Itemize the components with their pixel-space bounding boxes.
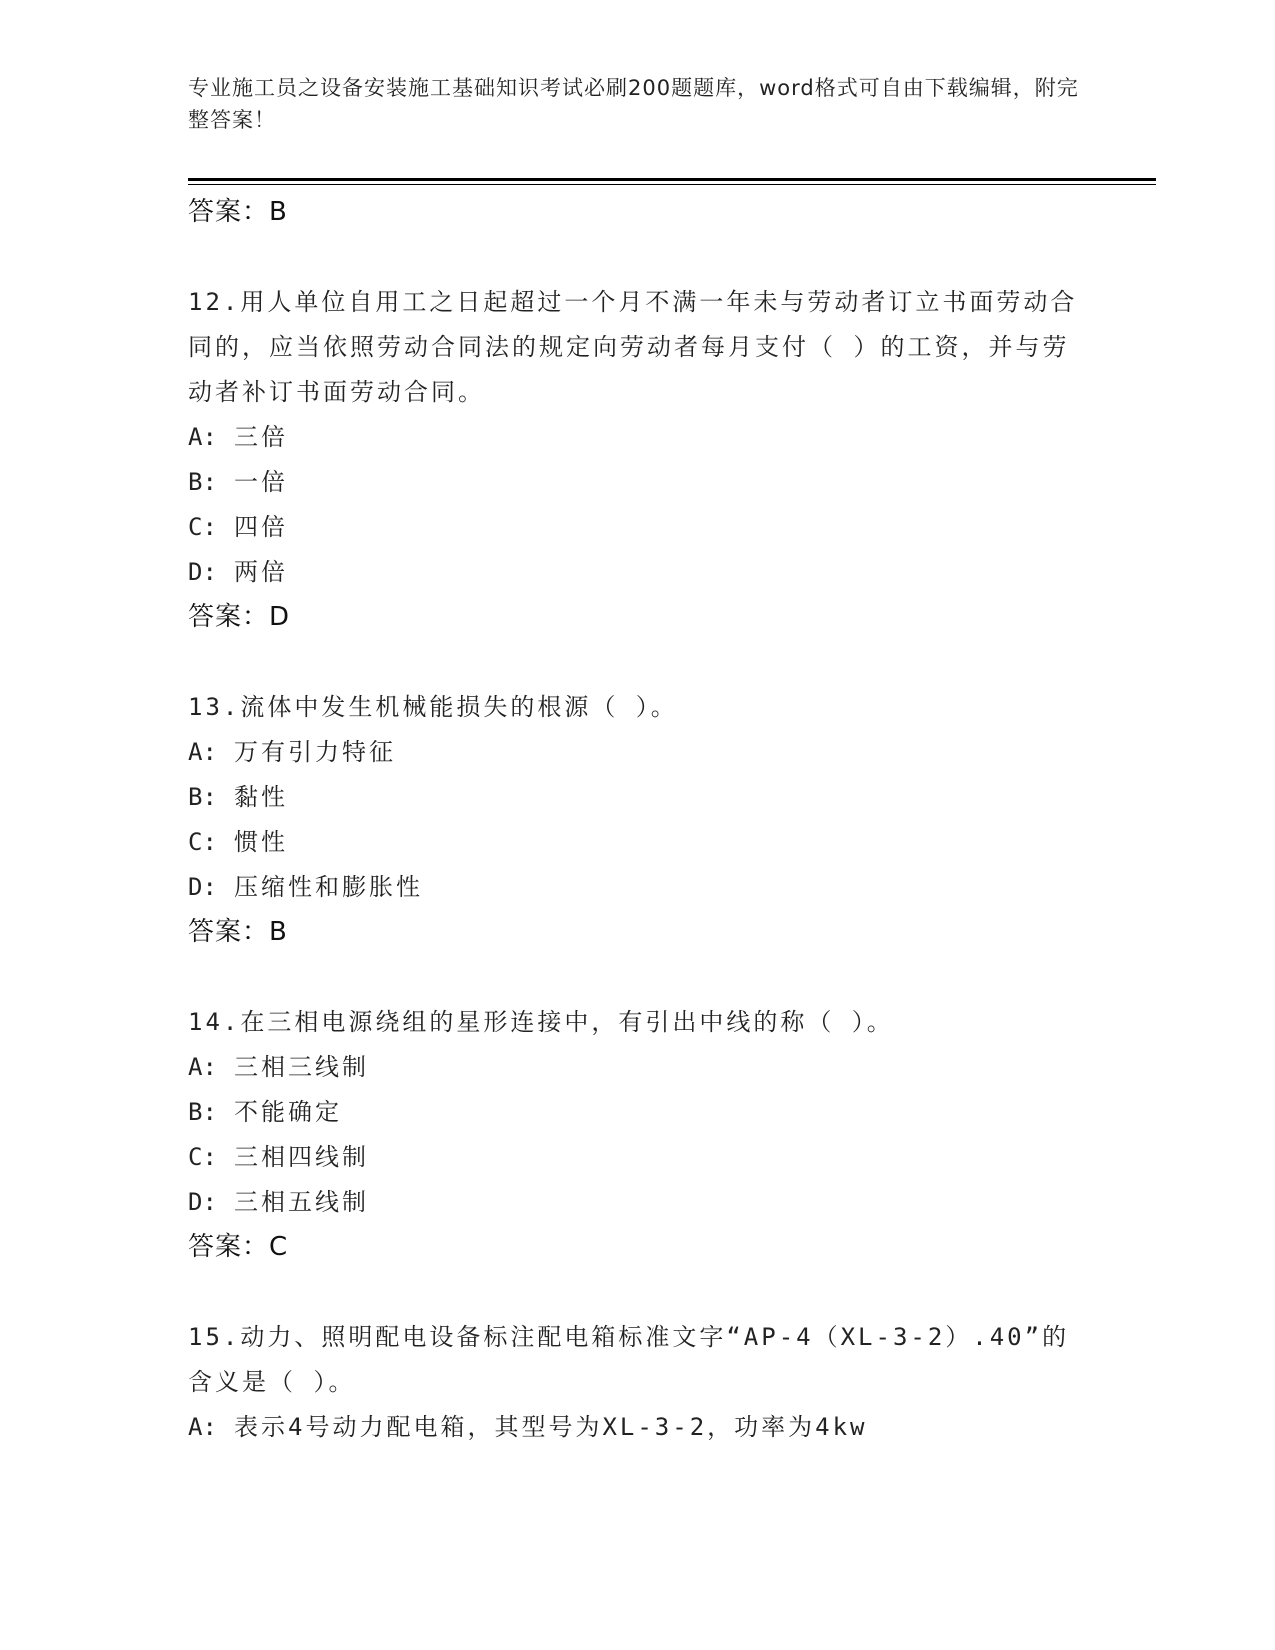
option-text: 三相四线制	[234, 1143, 369, 1171]
page-header: 专业施工员之设备安装施工基础知识考试必刷200题题库，word格式可自由下载编辑，附完整答案！	[188, 76, 1079, 132]
option-text: 两倍	[234, 558, 288, 586]
option-key: D:	[188, 558, 217, 586]
question-stem: 13.流体中发生机械能损失的根源（ ）。	[188, 693, 678, 721]
option-key: A:	[188, 1413, 217, 1441]
option-a	[188, 1045, 1088, 1090]
option-text: 三相三线制	[234, 1053, 369, 1081]
option-text: 万有引力特征	[234, 738, 396, 766]
option-key: C:	[188, 1143, 217, 1171]
option-d	[188, 550, 1088, 595]
header-divider-thick	[188, 178, 1156, 181]
option-text: 惯性	[234, 828, 288, 856]
option-key: C:	[188, 828, 217, 856]
answer-line: 答案：B	[188, 197, 288, 227]
answer-line: 答案：C	[188, 1232, 289, 1262]
option-b	[188, 460, 1088, 505]
option-d	[188, 865, 1088, 910]
option-a	[188, 730, 1088, 775]
question-stem: 12.用人单位自用工之日起超过一个月不满一年未与劳动者订立书面劳动合同的，应当依照劳动合同法的规定向劳动者每月支付（ ）的工资，并与劳动者补订书面劳动合同。	[188, 288, 1078, 406]
option-a	[188, 415, 1088, 460]
option-key: D:	[188, 873, 217, 901]
option-a	[188, 1405, 1088, 1450]
question-15	[188, 1315, 1088, 1450]
option-text: 表示4号动力配电箱，其型号为XL-3-2，功率为4kw	[234, 1413, 868, 1441]
document-body	[188, 190, 1088, 1450]
option-c	[188, 1135, 1088, 1180]
option-text: 黏性	[234, 783, 288, 811]
option-key: B:	[188, 468, 217, 496]
option-b	[188, 1090, 1088, 1135]
option-text: 三相五线制	[234, 1188, 369, 1216]
option-key: D:	[188, 1188, 217, 1216]
question-stem: 14.在三相电源绕组的星形连接中，有引出中线的称（ ）。	[188, 1008, 894, 1036]
option-key: A:	[188, 423, 217, 451]
option-text: 三倍	[234, 423, 288, 451]
option-c	[188, 820, 1088, 865]
option-text: 不能确定	[234, 1098, 342, 1126]
option-b	[188, 775, 1088, 820]
option-c	[188, 505, 1088, 550]
option-key: A:	[188, 738, 217, 766]
answer-line: 答案：B	[188, 917, 288, 947]
question-13	[188, 685, 1088, 954]
option-key: B:	[188, 783, 217, 811]
option-text: 压缩性和膨胀性	[234, 873, 423, 901]
answer-line: 答案：D	[188, 602, 291, 632]
question-stem: 15.动力、照明配电设备标注配电箱标准文字“AP-4（XL-3-2）.40”的含义是（ ）。	[188, 1323, 1070, 1396]
option-text: 一倍	[234, 468, 288, 496]
option-key: C:	[188, 513, 217, 541]
option-key: B:	[188, 1098, 217, 1126]
header-divider-thin	[188, 184, 1156, 185]
question-12	[188, 280, 1088, 639]
option-text: 四倍	[234, 513, 288, 541]
question-14	[188, 1000, 1088, 1269]
option-d	[188, 1180, 1088, 1225]
option-key: A:	[188, 1053, 217, 1081]
